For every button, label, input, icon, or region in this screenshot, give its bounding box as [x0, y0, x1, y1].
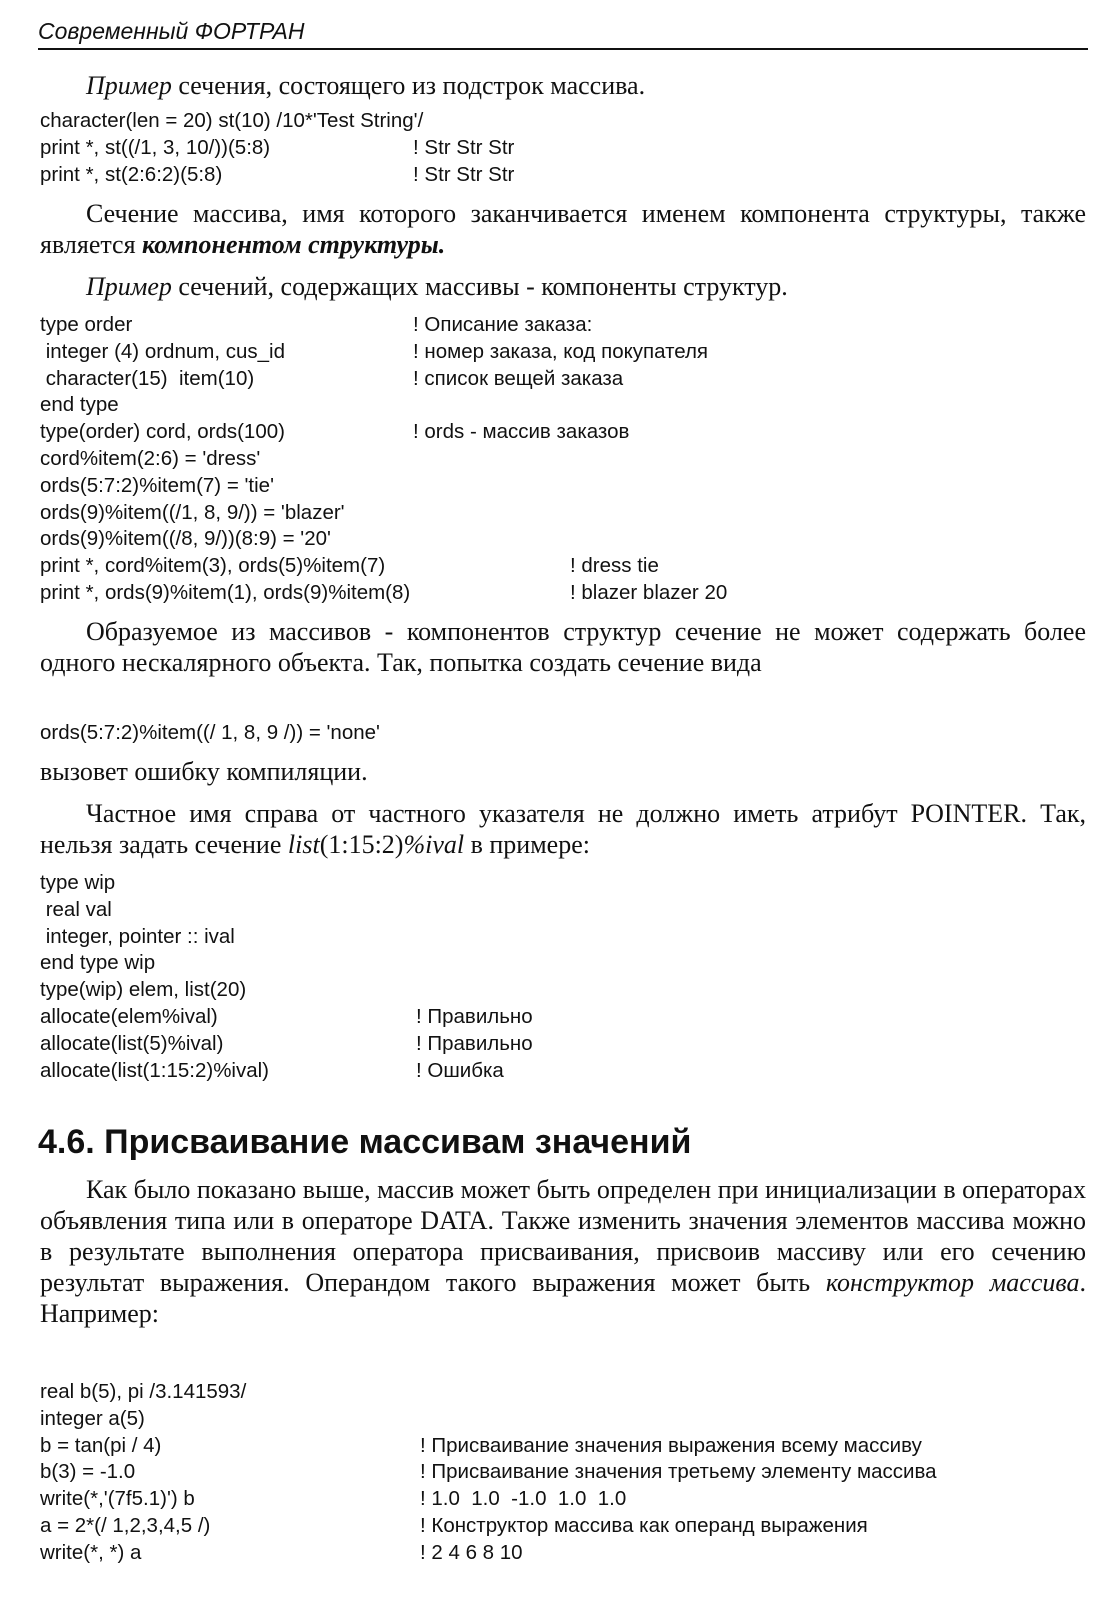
code-comment: ! dress tie	[570, 554, 659, 578]
code-line	[40, 870, 1086, 897]
paragraph-text: (1:15:2)	[319, 830, 404, 859]
paragraph-text: сечения, состоящего из подстрок массива.	[171, 71, 646, 100]
code-text: ords(9)%item((/8, 9/))(8:9) = '20'	[40, 527, 331, 551]
code-line	[40, 339, 1086, 366]
code-text: end type	[40, 393, 119, 417]
term-ival: %ival	[403, 830, 465, 859]
code-text: integer a(5)	[40, 1406, 145, 1430]
code-line	[40, 1406, 1086, 1433]
term-array-constructor: конструктор массива	[825, 1268, 1080, 1297]
code-line	[40, 108, 1086, 135]
code-text: type order	[40, 313, 133, 336]
code-text: real b(5), pi /3.141593/	[40, 1380, 247, 1403]
code-line	[40, 500, 1086, 527]
term-structure-component: компонентом структуры.	[142, 230, 446, 259]
paragraph-example-substrings	[40, 70, 1086, 101]
code-line	[40, 526, 1086, 553]
paragraph-pointer-attribute	[40, 798, 1086, 860]
code-text: print *, st(2:6:2)(5:8)	[40, 162, 223, 186]
code-line	[40, 1540, 1086, 1567]
code-text: print *, st((/1, 3, 10/))(5:8)	[40, 135, 271, 159]
code-line	[40, 977, 1086, 1004]
code-comment: ! Правильно	[416, 1004, 533, 1028]
code-line	[40, 366, 1086, 393]
code-text: allocate(list(5)%ival)	[40, 1031, 224, 1055]
code-text: type wip	[40, 871, 116, 894]
code-comment: ! blazer blazer 20	[570, 580, 728, 604]
code-text: print *, ords(9)%item(1), ords(9)%item(8)	[40, 580, 411, 604]
code-line	[40, 897, 1086, 924]
code-comment: ! Str Str Str	[413, 135, 515, 159]
paragraph-example-struct-arrays	[40, 271, 1086, 302]
paragraph-text: сечений, содержащих массивы - компоненты структур.	[171, 272, 788, 301]
paragraph-structure-component	[40, 198, 1086, 260]
code-line	[40, 720, 1086, 747]
code-text: end type wip	[40, 951, 156, 975]
code-text: integer, pointer :: ival	[40, 924, 235, 948]
code-line	[40, 553, 1086, 580]
paragraph-text: Сечение массива, имя которого заканчивается именем компонента структуры, также является	[40, 199, 1086, 259]
code-text: b(3) = -1.0	[40, 1460, 136, 1484]
code-text: real val	[40, 897, 112, 921]
code-line	[40, 1379, 1086, 1406]
section-heading: 4.6. Присваивание массивам значений	[38, 1123, 692, 1161]
code-line	[40, 446, 1086, 473]
code-line	[40, 580, 1086, 607]
paragraph-text: в примере:	[464, 830, 590, 859]
code-text: character(15) item(10)	[40, 366, 255, 390]
paragraph-text: вызовет ошибку компиляции.	[40, 757, 368, 786]
paragraph-text: Образуемое из массивов - компонентов структур сечение не может содержать более одного нескалярного объекта. Так, попытка создать сечение вида	[40, 617, 1086, 677]
code-text: a = 2*(/ 1,2,3,4,5 /)	[40, 1513, 211, 1537]
code-comment: ! Описание заказа:	[413, 313, 593, 336]
running-header: Современный ФОРТРАН	[38, 18, 305, 44]
paragraph-array-assignment	[40, 1174, 1086, 1329]
code-comment: ! 1.0 1.0 -1.0 1.0 1.0	[420, 1487, 627, 1511]
code-comment: ! Присваивание значения выражения всему массиву	[420, 1433, 922, 1457]
code-line	[40, 1058, 1086, 1085]
code-line-error-example	[40, 720, 1086, 747]
code-comment: ! номер заказа, код покупателя	[413, 339, 709, 363]
code-line	[40, 1459, 1086, 1486]
code-line	[40, 392, 1086, 419]
code-text: allocate(list(1:15:2)%ival)	[40, 1058, 270, 1082]
paragraph-nonscalar-restriction	[40, 616, 1086, 678]
code-comment: ! список вещей заказа	[413, 366, 624, 390]
code-comment: ! ords - массив заказов	[413, 420, 630, 444]
code-text: ords(9)%item((/1, 8, 9/)) = 'blazer'	[40, 500, 345, 524]
code-comment: ! Конструктор массива как операнд выражения	[420, 1513, 868, 1537]
code-line	[40, 1004, 1086, 1031]
code-comment: ! Str Str Str	[413, 162, 515, 186]
code-line	[40, 419, 1086, 446]
code-line	[40, 1513, 1086, 1540]
paragraph-text: Как было показано выше, массив может быть определен при инициализации в операторах объявления типа или в операторе DATA. Также изменить значения элементов массива можно в результате выполнения оператора присваивания, присвоив массиву или его сечению результат выражения. Операндом такого выражения может быть	[40, 1175, 1086, 1297]
example-label: Пример	[86, 71, 172, 100]
code-text: write(*,'(7f5.1)') b	[40, 1487, 195, 1511]
code-comment: ! Правильно	[416, 1031, 533, 1055]
code-comment: ! Присваивание значения третьему элементу массива	[420, 1460, 937, 1484]
code-text: allocate(elem%ival)	[40, 1004, 218, 1028]
code-block-array-assignment	[40, 1379, 1086, 1567]
code-comment: ! 2 4 6 8 10	[420, 1540, 523, 1564]
code-text: type(order) cord, ords(100)	[40, 420, 285, 444]
code-text: b = tan(pi / 4)	[40, 1433, 162, 1457]
code-line	[40, 312, 1086, 339]
code-line	[40, 924, 1086, 951]
code-text: character(len = 20) st(10) /10*'Test String'/	[40, 109, 424, 132]
code-line	[40, 1433, 1086, 1460]
paragraph-text: Частное имя справа от частного указателя не должно иметь атрибут POINTER. Так, нельзя задать сечение	[40, 799, 1086, 859]
code-text: type(wip) elem, list(20)	[40, 978, 247, 1002]
code-line	[40, 1486, 1086, 1513]
example-label: Пример	[86, 272, 172, 301]
paragraph-compile-error	[40, 756, 1086, 787]
code-line	[40, 1031, 1086, 1058]
code-text: write(*, *) a	[40, 1540, 142, 1564]
code-block-wip-type	[40, 870, 1086, 1084]
code-line	[40, 950, 1086, 977]
code-line	[40, 162, 1086, 189]
code-text: cord%item(2:6) = 'dress'	[40, 446, 261, 470]
header-rule	[38, 48, 1088, 50]
code-text: integer (4) ordnum, cus_id	[40, 339, 285, 363]
code-line	[40, 135, 1086, 162]
code-text: print *, cord%item(3), ords(5)%item(7)	[40, 554, 386, 578]
paragraph-text: . Например:	[40, 1268, 1086, 1328]
code-block-order-type	[40, 312, 1086, 607]
code-comment: ! Ошибка	[416, 1058, 504, 1082]
code-text: ords(5:7:2)%item(7) = 'tie'	[40, 473, 274, 497]
code-text: ords(5:7:2)%item((/ 1, 8, 9 /)) = 'none'	[40, 721, 380, 744]
term-list: list	[287, 830, 320, 859]
code-block-substrings	[40, 108, 1086, 188]
code-line	[40, 473, 1086, 500]
